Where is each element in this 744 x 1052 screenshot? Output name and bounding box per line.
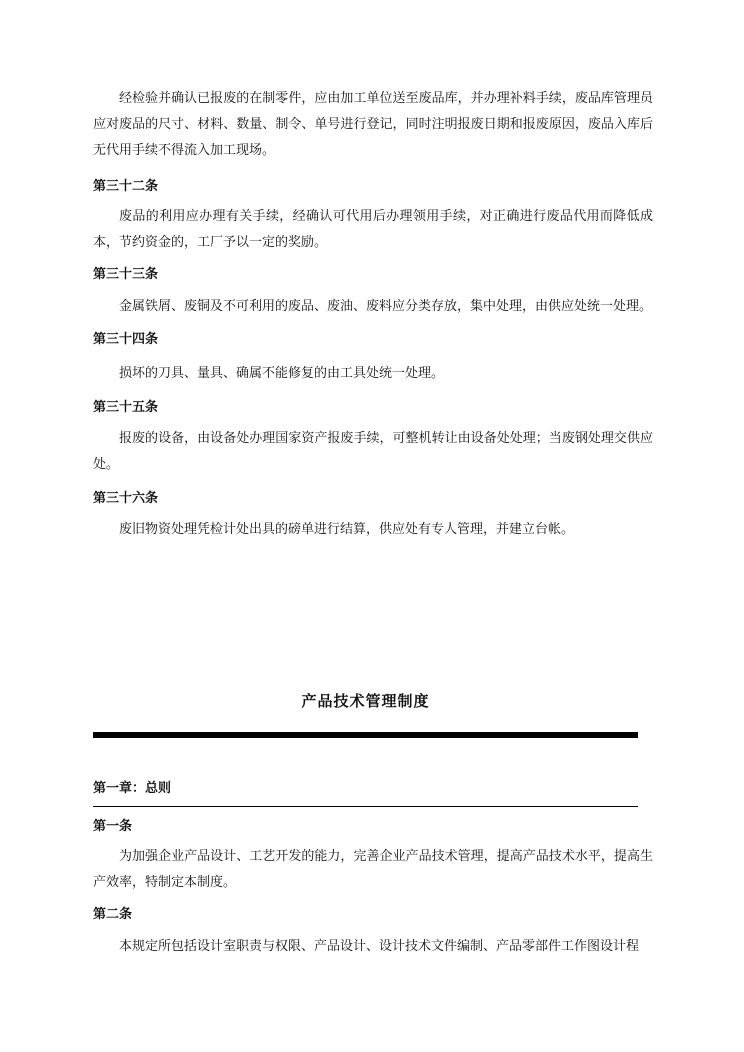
article-33-text: 金属铁屑、废铜及不可利用的废品、废油、废料应分类存放，集中处理，由供应处统一处理。 [119, 299, 653, 314]
article-33-heading: 第三十三条 [93, 267, 159, 282]
chapter-heading: 第一章：总则 [93, 781, 172, 796]
article-34-text: 损坏的刀具、量具、确属不能修复的由工具处统一处理。 [119, 366, 445, 381]
article-2-heading: 第二条 [93, 907, 133, 922]
article-35-heading: 第三十五条 [93, 400, 159, 415]
article-36-heading: 第三十六条 [93, 491, 159, 506]
article-1-text: 为加强企业产品设计、工艺开发的能力，完善企业产品技术管理，提高产品技术水平，提高生产效率，特制定本制度。 [93, 849, 653, 890]
article-34-heading: 第三十四条 [93, 332, 159, 347]
article-32-text: 废品的利用应办理有关手续，经确认可代用后办理领用手续，对正确进行废品代用而降低成本，节约资金的，工厂予以一定的奖励。 [93, 209, 653, 250]
document-title: 产品技术管理制度 [301, 692, 430, 710]
article-1-heading: 第一条 [93, 819, 133, 834]
article-31-continuation: 经检验并确认已报废的在制零件，应由加工单位送至废品库，并办理补料手续，废品库管理员应对废品的尺寸、材料、数量、制令、单号进行登记，同时注明报废日期和报废原因，废品入库后无代用手续不得流入加工现场。 [93, 91, 653, 158]
article-36-text: 废旧物资处理凭检计处出具的磅单进行结算，供应处有专人管理，并建立台帐。 [119, 522, 575, 537]
article-2-text: 本规定所包括设计室职责与权限、产品设计、设计技术文件编制、产品零部件工作图设计程 [119, 939, 640, 954]
article-32-heading: 第三十二条 [93, 179, 159, 194]
chapter-divider-thin [93, 806, 638, 807]
article-35-text: 报废的设备，由设备处办理国家资产报废手续，可整机转让由设备处处理；当废钢处理交供应处。 [93, 431, 653, 472]
title-divider-thick [93, 732, 638, 738]
